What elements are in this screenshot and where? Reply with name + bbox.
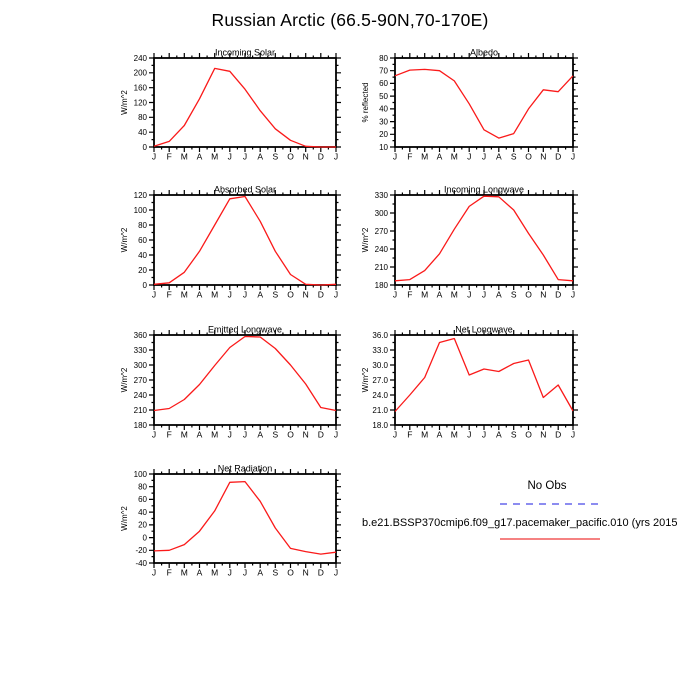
y-axis-label: W/m^2 [361,227,370,253]
x-tick-label: A [495,151,502,162]
chart-title: Net Radiation [217,463,273,474]
x-tick-label: M [211,567,219,578]
x-tick-label: O [287,289,294,300]
data-line [395,196,573,281]
chart-albedo [361,48,578,162]
x-tick-label: J [227,429,232,440]
y-tick-label: 300 [374,208,388,218]
chart-incoming-longwave [361,185,578,300]
y-tick-label: 50 [379,91,388,101]
x-tick-label: M [450,151,458,162]
data-line [395,339,573,412]
axis-ticks [149,330,341,430]
chart-title: Net Longwave [455,324,513,335]
x-tick-label: J [242,289,248,300]
x-tick-label: J [242,567,248,578]
x-tick-label: N [540,289,547,300]
x-tick-label: F [407,429,413,440]
x-tick-label: S [272,289,279,300]
data-line [154,337,336,411]
y-tick-label: 30.0 [372,360,388,370]
x-tick-label: N [302,429,309,440]
x-tick-label: A [436,429,443,440]
axis-ticks [390,330,578,430]
page-title: Russian Arctic (66.5-90N,70-170E) [211,10,489,30]
x-tick-label: M [421,151,429,162]
y-tick-label: 21.0 [372,405,388,415]
x-tick-label: A [257,429,264,440]
chart-net-radiation [120,464,341,578]
x-tick-label: A [436,151,443,162]
y-tick-label: 180 [374,280,388,290]
y-tick-label: 30 [379,117,388,127]
y-tick-label: 80 [138,482,147,492]
x-tick-label: J [467,429,472,440]
x-tick-label: S [510,151,517,162]
y-tick-label: 210 [133,405,147,415]
chart-emitted-longwave [120,325,341,440]
x-tick-label: D [555,429,562,440]
x-tick-label: M [180,151,188,162]
x-tick-label: J [467,289,472,300]
x-tick-label: J [481,429,487,440]
y-tick-label: 60 [138,495,147,505]
x-tick-label: O [287,567,294,578]
y-tick-label: 270 [133,375,147,385]
x-tick-label: M [211,429,219,440]
x-tick-label: J [333,567,339,578]
x-tick-label: O [287,151,294,162]
x-tick-label: J [333,289,339,300]
y-tick-label: 120 [133,190,147,200]
x-tick-label: D [555,151,562,162]
y-axis-label: W/m^2 [361,367,370,393]
x-tick-label: S [272,567,279,578]
chart-absorbed-solar [120,185,341,300]
y-tick-label: 10 [379,142,388,152]
x-tick-label: A [196,289,203,300]
x-tick-label: J [467,151,472,162]
x-tick-label: D [317,151,324,162]
y-tick-label: 40 [138,128,147,137]
y-tick-label: 240 [374,244,388,254]
y-tick-label: 60 [379,79,388,89]
legend-no-obs-label: No Obs [527,480,567,492]
x-tick-label: J [242,151,248,162]
data-line [154,68,336,147]
y-tick-label: 24.0 [372,390,388,400]
x-tick-label: A [495,429,502,440]
x-tick-label: J [392,429,398,440]
chart-title: Albedo [469,47,499,58]
y-tick-label: 20 [138,520,147,530]
y-tick-label: 80 [138,113,147,123]
x-tick-label: J [481,151,487,162]
data-line [395,69,573,138]
y-axis-label: % reflected [361,82,370,123]
x-tick-label: O [525,151,532,162]
y-tick-label: 180 [133,420,147,430]
y-tick-label: 40 [138,507,147,517]
axis-ticks [390,53,578,152]
y-tick-label: 80 [379,53,388,63]
y-tick-label: 27.0 [372,375,388,385]
axis-ticks [149,190,341,290]
y-axis-label: W/m^2 [120,367,129,393]
x-tick-label: J [333,429,339,440]
x-tick-label: J [570,289,576,300]
x-tick-label: F [166,567,172,578]
x-tick-label: J [392,151,398,162]
x-tick-label: J [151,567,157,578]
x-tick-label: J [481,289,487,300]
y-tick-label: 200 [133,68,147,78]
x-tick-label: M [450,429,458,440]
x-tick-label: N [302,567,309,578]
chart-title: Incoming Solar [214,47,276,58]
plot-frame [154,195,336,285]
y-axis-label: W/m^2 [120,506,129,531]
plot-frame [395,335,573,425]
x-tick-label: J [242,429,248,440]
x-tick-label: D [555,289,562,300]
y-tick-label: 270 [374,226,388,236]
chart-title: Absorbed Solar [213,184,277,195]
plot-frame [154,335,336,425]
plot-frame [395,195,573,285]
y-tick-label: 100 [133,205,147,215]
x-tick-label: J [151,429,157,440]
y-tick-label: 18.0 [372,420,388,430]
x-tick-label: A [257,151,264,162]
y-tick-label: 40 [138,250,147,260]
x-tick-label: F [407,289,413,300]
x-tick-label: A [257,289,264,300]
x-tick-label: M [211,151,219,162]
x-tick-label: F [166,151,172,162]
x-tick-label: A [196,151,203,162]
x-tick-label: O [287,429,294,440]
y-tick-label: 360 [133,330,147,340]
y-tick-label: 0 [142,533,147,543]
x-tick-label: J [227,151,232,162]
legend-no-obs-dashed-line [500,503,600,505]
x-tick-label: N [540,429,547,440]
x-tick-label: F [407,151,413,162]
chart-incoming-solar [120,48,341,162]
y-tick-label: -40 [135,558,147,568]
x-tick-label: N [302,151,309,162]
y-tick-label: 100 [133,469,147,479]
x-tick-label: J [392,289,398,300]
x-tick-label: J [570,151,576,162]
chart-title: Incoming Longwave [443,184,525,195]
x-tick-label: J [151,151,157,162]
x-tick-label: J [570,429,576,440]
x-tick-label: A [196,567,203,578]
x-tick-label: J [151,289,157,300]
y-axis-label: W/m^2 [120,227,129,253]
y-tick-label: 60 [138,235,147,245]
y-tick-label: 240 [133,53,147,63]
x-tick-label: D [317,289,324,300]
plot-frame [395,58,573,147]
x-tick-label: M [450,289,458,300]
plot-frame [154,474,336,563]
x-tick-label: M [180,289,188,300]
data-line [154,197,336,286]
y-tick-label: 20 [138,265,147,275]
x-tick-label: M [211,289,219,300]
plot-frame [154,58,336,147]
x-tick-label: J [227,289,232,300]
y-tick-label: 80 [138,220,147,230]
y-tick-label: 120 [133,98,147,108]
y-tick-label: 36.0 [372,330,388,340]
y-tick-label: 70 [379,66,388,76]
legend-model-solid-line [500,538,600,540]
x-tick-label: N [302,289,309,300]
x-tick-label: O [525,289,532,300]
x-tick-label: A [436,289,443,300]
y-tick-label: 0 [142,142,147,152]
y-tick-label: 330 [374,190,388,200]
x-tick-label: A [495,289,502,300]
y-tick-label: 160 [133,83,147,93]
x-tick-label: M [180,567,188,578]
y-tick-label: 210 [374,262,388,272]
x-tick-label: F [166,429,172,440]
y-tick-label: 33.0 [372,345,388,355]
x-tick-label: M [421,429,429,440]
x-tick-label: J [227,567,232,578]
x-tick-label: D [317,429,324,440]
y-tick-label: -20 [135,546,147,556]
y-tick-label: 300 [133,360,147,370]
x-tick-label: J [333,151,339,162]
x-tick-label: F [166,289,172,300]
x-tick-label: S [272,151,279,162]
legend-model-label: b.e21.BSSP370cmip6.f09_g17.pacemaker_pacific.010 (yrs 2015 [362,517,678,529]
x-tick-label: O [525,429,532,440]
axis-ticks [149,53,341,152]
data-line [154,482,336,554]
y-tick-label: 20 [379,130,388,140]
x-tick-label: M [180,429,188,440]
x-tick-label: S [272,429,279,440]
x-tick-label: N [540,151,547,162]
x-tick-label: S [510,429,517,440]
chart-title: Emitted Longwave [207,324,283,335]
x-tick-label: A [257,567,264,578]
y-axis-label: W/m^2 [120,90,129,115]
x-tick-label: A [196,429,203,440]
x-tick-label: D [317,567,324,578]
x-tick-label: S [510,289,517,300]
y-tick-label: 0 [142,280,147,290]
y-tick-label: 240 [133,390,147,400]
y-tick-label: 330 [133,345,147,355]
chart-net-longwave [361,325,578,440]
y-tick-label: 40 [379,104,388,114]
x-tick-label: M [421,289,429,300]
